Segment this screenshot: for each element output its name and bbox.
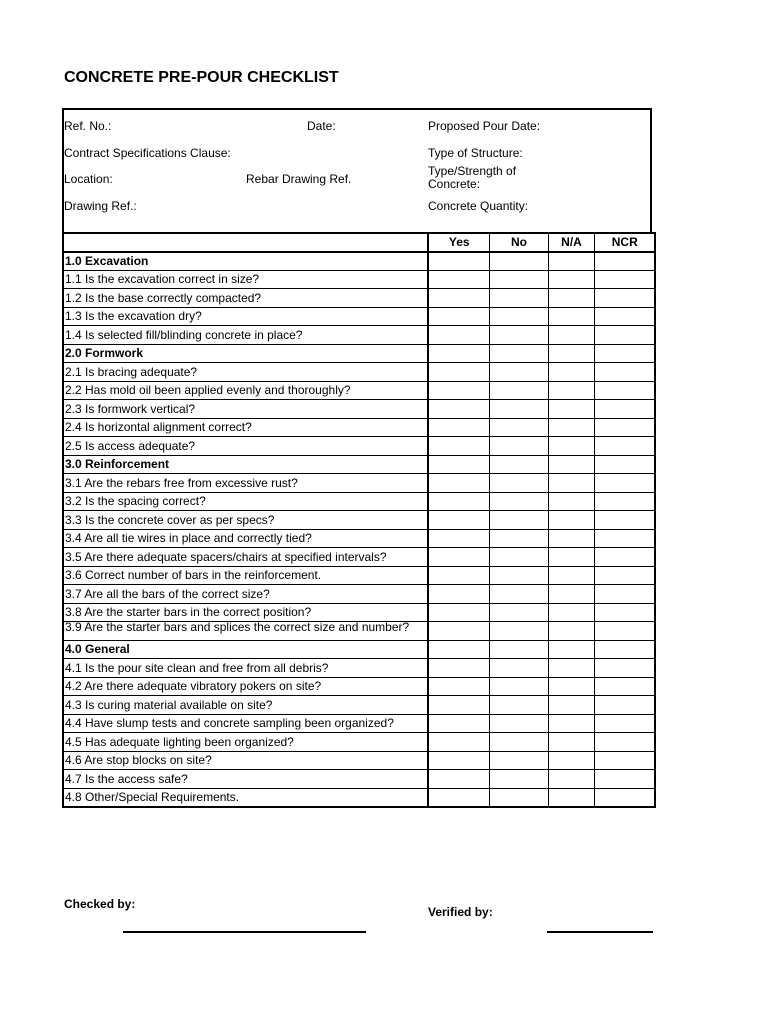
- answer-cell-ncr[interactable]: [594, 733, 655, 752]
- checklist-row: [63, 437, 655, 456]
- checklist-row: [63, 677, 655, 696]
- answer-cell-no[interactable]: [489, 603, 548, 622]
- date-field[interactable]: Date:: [307, 119, 336, 133]
- answer-cell-na[interactable]: [548, 622, 594, 641]
- answer-cell-no[interactable]: [489, 585, 548, 604]
- checklist-question: 3.1 Are the rebars free from excessive rust?: [63, 474, 428, 493]
- answer-cell-yes[interactable]: [428, 696, 489, 715]
- checklist-question: 4.5 Has adequate lighting been organized?: [63, 733, 428, 752]
- answer-cell-na[interactable]: [548, 492, 594, 511]
- checklist-question: 3.5 Are there adequate spacers/chairs at specified intervals?: [63, 548, 428, 567]
- section-header-row: [63, 640, 655, 659]
- answer-cell-no[interactable]: [489, 511, 548, 530]
- checklist-row: [63, 492, 655, 511]
- checklist-table: [62, 232, 656, 808]
- checklist-row: [63, 788, 655, 807]
- section-header-row: [63, 252, 655, 271]
- checklist-row: [63, 474, 655, 493]
- concrete-quantity-field[interactable]: Concrete Quantity:: [428, 199, 529, 213]
- answer-cell-na[interactable]: [548, 270, 594, 289]
- checklist-row: [63, 400, 655, 419]
- answer-cell-na[interactable]: [548, 363, 594, 382]
- checklist-question: 1.4 Is selected fill/blinding concrete in place?: [63, 326, 428, 345]
- answer-cell-na[interactable]: [548, 659, 594, 678]
- checklist-row: [63, 270, 655, 289]
- answer-cell-no[interactable]: [489, 548, 548, 567]
- checklist-question: 4.7 Is the access safe?: [63, 770, 428, 789]
- answer-cell-yes[interactable]: [428, 770, 489, 789]
- answer-cell-ncr[interactable]: [594, 788, 655, 807]
- answer-cell-no[interactable]: [489, 363, 548, 382]
- answer-cell-yes[interactable]: [428, 640, 489, 659]
- answer-cell-yes[interactable]: [428, 381, 489, 400]
- answer-cell-ncr[interactable]: [594, 640, 655, 659]
- answer-cell-na[interactable]: [548, 603, 594, 622]
- checklist-row: [63, 733, 655, 752]
- answer-cell-no[interactable]: [489, 659, 548, 678]
- checklist-row: [63, 548, 655, 567]
- answer-cell-no[interactable]: [489, 492, 548, 511]
- checklist-header-row: [63, 233, 655, 252]
- answer-cell-no[interactable]: [489, 418, 548, 437]
- answer-cell-na[interactable]: [548, 677, 594, 696]
- section-title: 4.0 General: [63, 640, 428, 659]
- checklist-row: [63, 326, 655, 345]
- answer-cell-yes[interactable]: [428, 307, 489, 326]
- answer-cell-yes[interactable]: [428, 751, 489, 770]
- answer-cell-yes[interactable]: [428, 622, 489, 641]
- answer-cell-ncr[interactable]: [594, 677, 655, 696]
- answer-cell-yes[interactable]: [428, 788, 489, 807]
- answer-cell-na[interactable]: [548, 566, 594, 585]
- checklist-row: [63, 511, 655, 530]
- section-title: 2.0 Formwork: [63, 344, 428, 363]
- answer-cell-no[interactable]: [489, 270, 548, 289]
- answer-cell-ncr[interactable]: [594, 529, 655, 548]
- answer-cell-ncr[interactable]: [594, 511, 655, 530]
- checklist-row: [63, 289, 655, 308]
- answer-cell-yes[interactable]: [428, 418, 489, 437]
- answer-cell-no[interactable]: [489, 640, 548, 659]
- checklist-row: [63, 714, 655, 733]
- answer-cell-ncr[interactable]: [594, 751, 655, 770]
- checklist-row: [63, 770, 655, 789]
- answer-cell-na[interactable]: [548, 474, 594, 493]
- answer-cell-yes[interactable]: [428, 344, 489, 363]
- answer-cell-ncr[interactable]: [594, 696, 655, 715]
- answer-cell-yes[interactable]: [428, 566, 489, 585]
- checklist-question: 1.1 Is the excavation correct in size?: [63, 270, 428, 289]
- answer-cell-na[interactable]: [548, 770, 594, 789]
- answer-cell-ncr[interactable]: [594, 418, 655, 437]
- answer-cell-no[interactable]: [489, 733, 548, 752]
- checklist-question: 3.7 Are all the bars of the correct size?: [63, 585, 428, 604]
- answer-cell-yes[interactable]: [428, 289, 489, 308]
- drawing-ref-field[interactable]: Drawing Ref.:: [64, 199, 137, 213]
- checklist-question: 4.6 Are stop blocks on site?: [63, 751, 428, 770]
- checklist-row: [63, 566, 655, 585]
- answer-cell-yes[interactable]: [428, 529, 489, 548]
- answer-cell-na[interactable]: [548, 751, 594, 770]
- rebar-drawing-ref-field[interactable]: Rebar Drawing Ref.: [246, 172, 352, 186]
- answer-cell-ncr[interactable]: [594, 252, 655, 271]
- checklist-question: 1.3 Is the excavation dry?: [63, 307, 428, 326]
- checklist-row: [63, 696, 655, 715]
- answer-cell-ncr[interactable]: [594, 622, 655, 641]
- answer-cell-ncr[interactable]: [594, 455, 655, 474]
- answer-cell-na[interactable]: [548, 733, 594, 752]
- checklist-question: 3.8 Are the starter bars in the correct position?: [63, 603, 428, 622]
- answer-cell-yes[interactable]: [428, 603, 489, 622]
- answer-cell-no[interactable]: [489, 529, 548, 548]
- checklist-row: [63, 381, 655, 400]
- answer-cell-na[interactable]: [548, 529, 594, 548]
- answer-cell-na[interactable]: [548, 511, 594, 530]
- answer-cell-yes[interactable]: [428, 455, 489, 474]
- proposed-pour-date-field[interactable]: Proposed Pour Date:: [428, 119, 541, 133]
- answer-cell-no[interactable]: [489, 474, 548, 493]
- answer-cell-no[interactable]: [489, 696, 548, 715]
- answer-cell-ncr[interactable]: [594, 400, 655, 419]
- answer-cell-na[interactable]: [548, 714, 594, 733]
- answer-cell-yes[interactable]: [428, 437, 489, 456]
- answer-cell-no[interactable]: [489, 677, 548, 696]
- checklist-question: 3.9 Are the starter bars and splices the correct size and number?: [63, 622, 428, 641]
- checklist-question: 3.2 Is the spacing correct?: [63, 492, 428, 511]
- answer-cell-no[interactable]: [489, 326, 548, 345]
- checklist-question: 3.4 Are all tie wires in place and correctly tied?: [63, 529, 428, 548]
- section-header-row: [63, 455, 655, 474]
- checklist-row: [63, 529, 655, 548]
- answer-cell-no[interactable]: [489, 307, 548, 326]
- answer-cell-yes[interactable]: [428, 585, 489, 604]
- answer-cell-na[interactable]: [548, 344, 594, 363]
- answer-cell-no[interactable]: [489, 289, 548, 308]
- answer-cell-yes[interactable]: [428, 474, 489, 493]
- answer-cell-no[interactable]: [489, 714, 548, 733]
- answer-cell-ncr[interactable]: [594, 548, 655, 567]
- contract-spec-clause-field[interactable]: Contract Specifications Clause:: [64, 146, 231, 160]
- checklist-question: 4.2 Are there adequate vibratory pokers on site?: [63, 677, 428, 696]
- checklist-question: 2.3 Is formwork vertical?: [63, 400, 428, 419]
- checklist-row: [63, 603, 655, 622]
- answer-cell-no[interactable]: [489, 381, 548, 400]
- answer-cell-ncr[interactable]: [594, 714, 655, 733]
- answer-cell-no[interactable]: [489, 455, 548, 474]
- checklist-question: 2.4 Is horizontal alignment correct?: [63, 418, 428, 437]
- checklist-row: [63, 363, 655, 382]
- answer-cell-na[interactable]: [548, 437, 594, 456]
- answer-cell-no[interactable]: [489, 751, 548, 770]
- answer-cell-yes[interactable]: [428, 363, 489, 382]
- answer-cell-yes[interactable]: [428, 733, 489, 752]
- answer-cell-ncr[interactable]: [594, 659, 655, 678]
- answer-cell-na[interactable]: [548, 640, 594, 659]
- answer-cell-ncr[interactable]: [594, 437, 655, 456]
- checklist-row: [63, 622, 655, 641]
- page-title: CONCRETE PRE-POUR CHECKLIST: [64, 69, 339, 86]
- answer-cell-yes[interactable]: [428, 677, 489, 696]
- checked-by-signature-line[interactable]: [123, 931, 366, 933]
- answer-cell-yes[interactable]: [428, 252, 489, 271]
- checklist-question: 4.1 Is the pour site clean and free from all debris?: [63, 659, 428, 678]
- column-header-no: No: [489, 233, 548, 252]
- answer-cell-no[interactable]: [489, 622, 548, 641]
- answer-cell-na[interactable]: [548, 788, 594, 807]
- answer-cell-ncr[interactable]: [594, 566, 655, 585]
- checklist-question: 2.1 Is bracing adequate?: [63, 363, 428, 382]
- checklist-question: 2.5 Is access adequate?: [63, 437, 428, 456]
- answer-cell-no[interactable]: [489, 252, 548, 271]
- checked-by-label: Checked by:: [64, 897, 136, 911]
- answer-cell-na[interactable]: [548, 400, 594, 419]
- header-info-box: [62, 108, 652, 232]
- answer-cell-ncr[interactable]: [594, 270, 655, 289]
- answer-cell-ncr[interactable]: [594, 381, 655, 400]
- section-title: 3.0 Reinforcement: [63, 455, 428, 474]
- answer-cell-yes[interactable]: [428, 714, 489, 733]
- answer-cell-na[interactable]: [548, 307, 594, 326]
- answer-cell-ncr[interactable]: [594, 307, 655, 326]
- checklist-row: [63, 751, 655, 770]
- answer-cell-no[interactable]: [489, 788, 548, 807]
- answer-cell-na[interactable]: [548, 326, 594, 345]
- answer-cell-na[interactable]: [548, 252, 594, 271]
- answer-cell-ncr[interactable]: [594, 603, 655, 622]
- checklist-row: [63, 418, 655, 437]
- answer-cell-no[interactable]: [489, 437, 548, 456]
- checklist-row: [63, 307, 655, 326]
- answer-cell-yes[interactable]: [428, 548, 489, 567]
- answer-cell-yes[interactable]: [428, 270, 489, 289]
- answer-cell-yes[interactable]: [428, 492, 489, 511]
- answer-cell-no[interactable]: [489, 400, 548, 419]
- checklist-question: 3.6 Correct number of bars in the reinforcement.: [63, 566, 428, 585]
- column-header-na: N/A: [548, 233, 594, 252]
- section-title: 1.0 Excavation: [63, 252, 428, 271]
- answer-cell-ncr[interactable]: [594, 289, 655, 308]
- answer-cell-ncr[interactable]: [594, 585, 655, 604]
- answer-cell-yes[interactable]: [428, 659, 489, 678]
- answer-cell-na[interactable]: [548, 455, 594, 474]
- answer-cell-yes[interactable]: [428, 326, 489, 345]
- checklist-question: 1.2 Is the base correctly compacted?: [63, 289, 428, 308]
- checklist-question: 3.3 Is the concrete cover as per specs?: [63, 511, 428, 530]
- answer-cell-ncr[interactable]: [594, 363, 655, 382]
- answer-cell-yes[interactable]: [428, 511, 489, 530]
- type-strength-concrete-field[interactable]: Type/Strength of Concrete:: [428, 164, 517, 191]
- section-header-row: [63, 344, 655, 363]
- answer-cell-ncr[interactable]: [594, 474, 655, 493]
- answer-cell-na[interactable]: [548, 696, 594, 715]
- question-column-header: [63, 233, 428, 252]
- column-header-yes: Yes: [428, 233, 489, 252]
- answer-cell-no[interactable]: [489, 344, 548, 363]
- answer-cell-ncr[interactable]: [594, 770, 655, 789]
- checklist-question: 4.3 Is curing material available on site?: [63, 696, 428, 715]
- verified-by-signature-line[interactable]: [547, 931, 653, 933]
- answer-cell-ncr[interactable]: [594, 326, 655, 345]
- checklist-question: 4.8 Other/Special Requirements.: [63, 788, 428, 807]
- answer-cell-no[interactable]: [489, 770, 548, 789]
- answer-cell-ncr[interactable]: [594, 492, 655, 511]
- answer-cell-na[interactable]: [548, 289, 594, 308]
- answer-cell-na[interactable]: [548, 585, 594, 604]
- answer-cell-na[interactable]: [548, 381, 594, 400]
- checklist-row: [63, 659, 655, 678]
- checklist-question: 4.4 Have slump tests and concrete sampling been organized?: [63, 714, 428, 733]
- answer-cell-na[interactable]: [548, 418, 594, 437]
- checklist-question: 2.2 Has mold oil been applied evenly and thoroughly?: [63, 381, 428, 400]
- verified-by-label: Verified by:: [428, 905, 493, 919]
- answer-cell-yes[interactable]: [428, 400, 489, 419]
- location-field[interactable]: Location:: [64, 172, 113, 186]
- type-of-structure-field[interactable]: Type of Structure:: [428, 146, 523, 160]
- answer-cell-no[interactable]: [489, 566, 548, 585]
- answer-cell-na[interactable]: [548, 548, 594, 567]
- column-header-ncr: NCR: [594, 233, 655, 252]
- answer-cell-ncr[interactable]: [594, 344, 655, 363]
- checklist-row: [63, 585, 655, 604]
- ref-no-field[interactable]: Ref. No.:: [64, 119, 112, 133]
